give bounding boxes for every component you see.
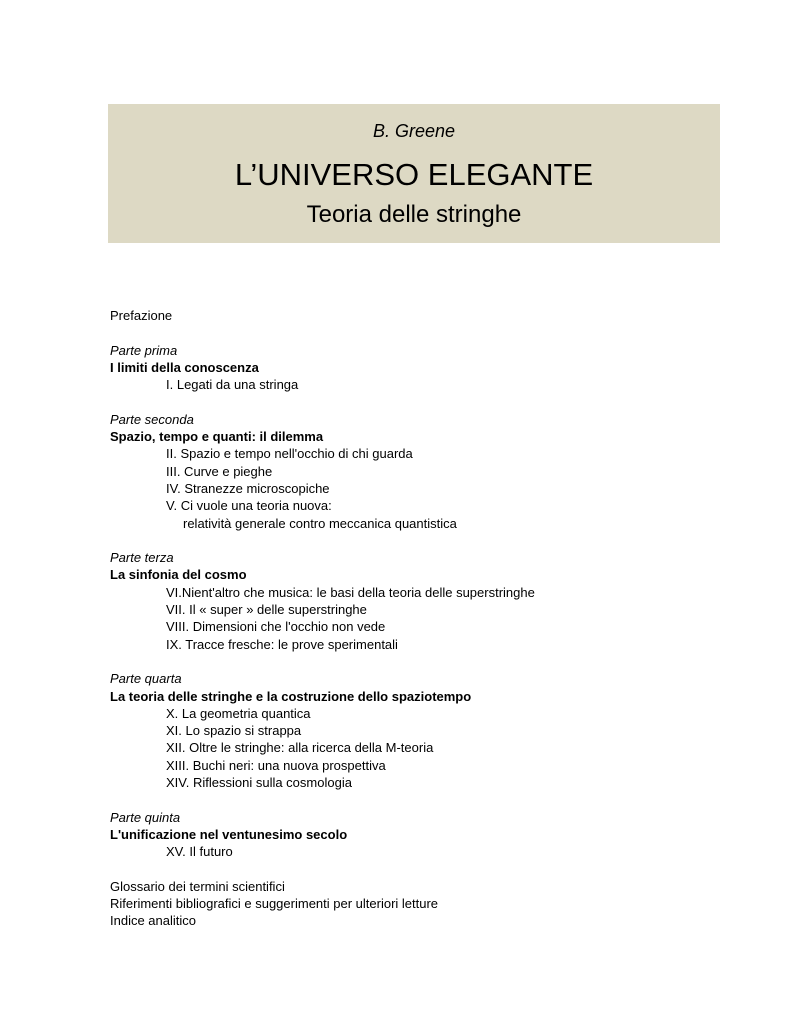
- chapter-entry: XII. Oltre le stringhe: alla ricerca della M-teoria: [166, 740, 434, 756]
- chapter-entry: V. Ci vuole una teoria nuova:: [166, 498, 332, 514]
- chapter-entry: XI. Lo spazio si strappa: [166, 723, 302, 739]
- chapter-entry: VIII. Dimensioni che l'occhio non vede: [166, 619, 386, 635]
- part-label: Parte terza: [110, 550, 174, 566]
- part-title: L'unificazione nel ventunesimo secolo: [110, 826, 348, 842]
- chapter-entry: VII. Il « super » delle superstringhe: [166, 602, 367, 618]
- toc-glossary: Glossario dei termini scientifici: [110, 878, 285, 894]
- part-title: La sinfonia del cosmo: [110, 567, 247, 583]
- part-label: Parte quarta: [110, 671, 182, 687]
- table-of-contents: [110, 307, 750, 930]
- book-title: L’UNIVERSO ELEGANTE: [234, 157, 594, 192]
- part-label: Parte prima: [110, 342, 178, 358]
- chapter-entry: XV. Il futuro: [166, 844, 233, 860]
- chapter-entry: IX. Tracce fresche: le prove sperimentali: [166, 636, 398, 652]
- part-label: Parte seconda: [110, 411, 194, 427]
- toc-index: Indice analitico: [110, 913, 196, 929]
- author-name: B. Greene: [372, 121, 456, 141]
- chapter-entry: VI.Nient'altro che musica: le basi della teoria delle superstringhe: [166, 584, 535, 600]
- part-title: I limiti della conoscenza: [110, 359, 259, 375]
- toc-bibliography: Riferimenti bibliografici e suggerimenti per ulteriori letture: [110, 896, 439, 912]
- chapter-entry-continuation: relatività generale contro meccanica quantistica: [183, 515, 457, 531]
- toc-preface: Prefazione: [110, 308, 173, 323]
- chapter-entry: I. Legati da una stringa: [166, 377, 299, 393]
- chapter-entry: X. La geometria quantica: [166, 705, 311, 721]
- chapter-entry: XIII. Buchi neri: una nuova prospettiva: [166, 757, 386, 773]
- chapter-entry: III. Curve e pieghe: [166, 463, 273, 479]
- chapter-entry: IV. Stranezze microscopiche: [166, 480, 330, 496]
- chapter-entry: XIV. Riflessioni sulla cosmologia: [166, 775, 352, 791]
- part-label: Parte quinta: [110, 809, 181, 825]
- part-title: La teoria delle stringhe e la costruzione dello spaziotempo: [110, 688, 472, 704]
- book-subtitle: Teoria delle stringhe: [306, 201, 522, 228]
- part-title: Spazio, tempo e quanti: il dilemma: [110, 429, 324, 445]
- chapter-entry: II. Spazio e tempo nell'occhio di chi guarda: [166, 446, 413, 462]
- title-banner: [108, 104, 720, 243]
